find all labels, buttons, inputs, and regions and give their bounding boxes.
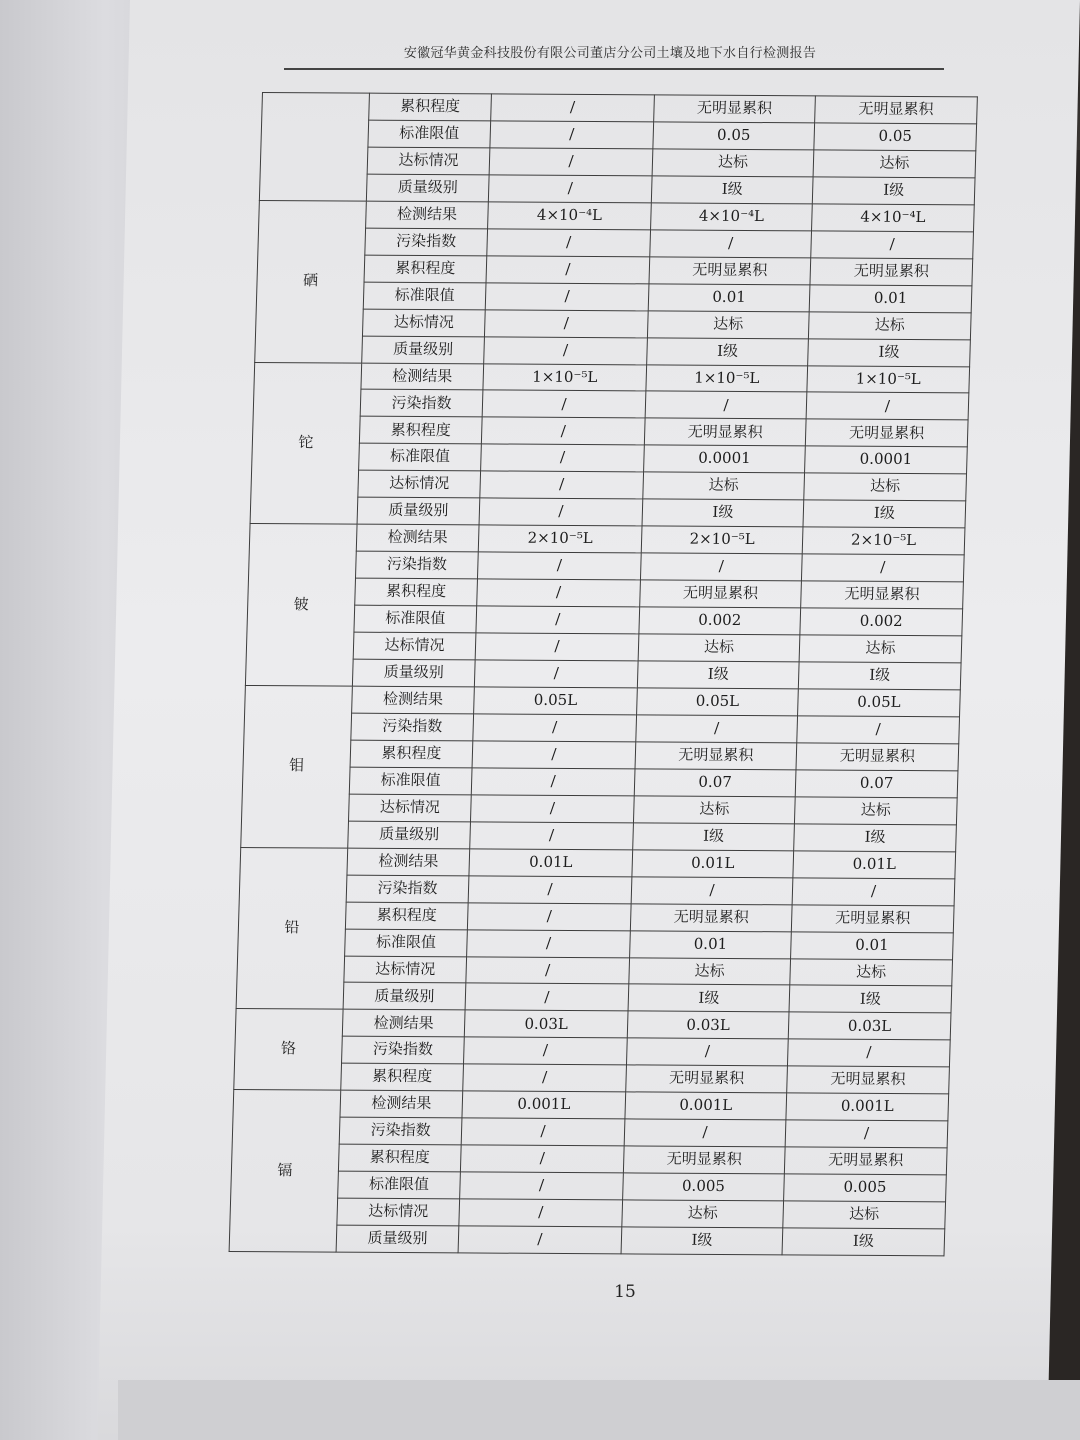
report-header-title: 安徽冠华黄金科技股份有限公司董店分公司土壤及地下水自行检测报告 [403,46,817,61]
value-cell: / [461,1118,625,1146]
value-cell: / [806,392,969,420]
value-cell: 达标 [790,958,953,986]
value-cell: 无明显累积 [796,743,959,771]
item-cell: 污染指数 [339,1117,462,1145]
value-cell: 0.001L [625,1092,787,1120]
value-cell: 达标 [813,150,976,178]
value-cell: 4×10⁻⁴L [488,202,652,230]
value-cell: 无明显累积 [644,418,806,446]
value-cell: 达标 [643,472,805,500]
value-cell: 0.05L [474,687,638,715]
item-cell: 累积程度 [369,93,492,121]
value-cell: 达标 [808,312,971,340]
item-cell: 质量级别 [336,1225,459,1253]
table-row [259,200,975,231]
item-cell: 达标情况 [344,956,467,984]
value-cell: / [464,1037,628,1065]
item-cell: 质量级别 [357,497,480,525]
value-cell: / [470,822,634,850]
value-cell: / [470,795,634,823]
value-cell: 1×10⁻⁵L [807,365,970,393]
value-cell: / [481,444,645,472]
element-cell: 铊 [250,362,362,524]
table-row [235,1009,951,1040]
value-cell: Ⅰ级 [789,985,952,1013]
value-cell: Ⅰ级 [621,1227,783,1255]
value-cell: / [484,336,648,364]
value-cell: 无明显累积 [791,904,954,932]
value-cell: Ⅰ级 [803,500,966,528]
value-cell: 0.001L [786,1093,949,1121]
value-cell: / [491,94,655,122]
value-cell: 2×10⁻⁵L [641,526,803,554]
value-cell: / [631,877,793,905]
value-cell: 0.0001 [644,445,806,473]
value-cell: Ⅰ级 [812,177,975,205]
value-cell: 1×10⁻⁵L [483,363,647,391]
item-cell: 达标情况 [337,1198,460,1226]
item-cell: 标准限值 [368,120,491,148]
value-cell: / [465,983,629,1011]
value-cell: Ⅰ级 [647,337,809,365]
item-cell: 标准限值 [363,282,486,310]
value-cell: 2×10⁻⁵L [802,527,965,555]
value-cell: 达标 [629,957,791,985]
value-cell: / [488,175,652,203]
value-cell: / [458,1226,622,1254]
value-cell: / [489,148,653,176]
item-cell: 污染指数 [365,228,488,256]
value-cell: 无明显累积 [635,742,797,770]
item-cell: 达标情况 [358,470,481,498]
item-cell: 标准限值 [338,1171,461,1199]
item-cell: 质量级别 [348,821,471,849]
value-cell: Ⅰ级 [782,1228,945,1256]
value-cell: / [467,902,631,930]
value-cell: 0.01L [793,851,956,879]
value-cell: 无明显累积 [654,95,816,123]
value-cell: 无明显累积 [626,1065,788,1093]
value-cell: 达标 [804,473,967,501]
value-cell: 0.07 [795,770,958,798]
value-cell: 0.03L [788,1012,951,1040]
value-cell: / [486,256,650,284]
item-cell: 污染指数 [355,551,478,579]
item-cell: 达标情况 [367,147,490,175]
value-cell: 达标 [633,796,795,824]
item-cell: 标准限值 [349,767,472,795]
value-cell: Ⅰ级 [642,499,804,527]
value-cell: 2×10⁻⁵L [478,525,642,553]
value-cell: 无明显累积 [630,903,792,931]
value-cell: 0.01 [791,931,954,959]
value-cell: 0.05L [798,689,961,717]
value-cell: 0.005 [623,1173,785,1201]
item-cell: 质量级别 [343,983,466,1011]
item-cell: 累积程度 [364,255,487,283]
value-cell: 无明显累积 [801,581,964,609]
item-cell: 达标情况 [353,632,476,660]
page-number: 15 [614,1282,636,1302]
value-cell: / [460,1145,624,1173]
value-cell: 0.01L [632,850,794,878]
value-cell: 4×10⁻⁴L [812,204,975,232]
value-cell: 无明显累积 [784,1147,947,1175]
value-cell: / [640,553,802,581]
value-cell: 无明显累积 [805,419,968,447]
element-cell: 镉 [229,1090,341,1252]
value-cell: 0.0001 [805,446,968,474]
value-cell: / [477,552,641,580]
item-cell: 污染指数 [342,1036,465,1064]
value-cell: 0.05 [653,122,815,150]
value-cell: / [460,1172,624,1200]
value-cell: / [650,230,812,258]
results-table [229,92,978,1256]
item-cell: 检测结果 [340,1090,463,1118]
value-cell: Ⅰ级 [808,338,971,366]
value-cell: / [474,660,638,688]
value-cell: 达标 [783,1201,946,1229]
value-cell: 无明显累积 [815,96,978,124]
item-cell: 质量级别 [352,659,475,687]
value-cell: / [797,716,960,744]
value-cell: 达标 [652,149,814,177]
item-cell: 累积程度 [355,578,478,606]
value-cell: 0.05L [637,688,799,716]
value-cell: Ⅰ级 [651,176,813,204]
element-cell: 钼 [241,685,353,847]
value-cell: / [787,1039,950,1067]
value-cell: 0.005 [784,1174,947,1202]
item-cell: 检测结果 [352,686,475,714]
value-cell: 0.03L [627,1011,789,1039]
value-cell: 1×10⁻⁵L [646,364,808,392]
item-cell: 检测结果 [361,363,484,391]
value-cell: / [475,633,639,661]
value-cell: 无明显累积 [649,257,811,285]
element-cell: 铬 [234,1009,343,1091]
item-cell: 标准限值 [354,605,477,633]
value-cell: / [485,283,649,311]
value-cell: / [466,956,630,984]
item-cell: 检测结果 [342,1010,465,1038]
element-cell: 铅 [236,847,348,1009]
value-cell: 0.01L [469,849,633,877]
value-cell: 0.002 [639,607,801,635]
value-cell: / [792,878,955,906]
value-cell: 0.002 [800,608,963,636]
value-cell: / [482,390,646,418]
table-row [260,146,976,177]
value-cell: / [473,714,637,742]
value-cell: / [801,554,964,582]
item-cell: 累积程度 [338,1144,461,1172]
value-cell: 达标 [647,311,809,339]
item-cell: 污染指数 [351,713,474,741]
value-cell: 达标 [622,1200,784,1228]
item-cell: 达标情况 [349,794,472,822]
item-cell: 达标情况 [362,309,485,337]
table-row [237,955,953,986]
item-cell: 质量级别 [366,174,489,202]
item-cell: 污染指数 [360,390,483,418]
table-row [229,1225,945,1256]
element-cell: 硒 [255,200,367,362]
value-cell: / [624,1119,786,1147]
value-cell: Ⅰ级 [798,662,961,690]
element-cell: 铍 [245,524,357,686]
value-cell: / [477,579,641,607]
value-cell: 达标 [638,634,800,662]
value-cell: / [472,741,636,769]
table-row [261,119,977,150]
value-cell: 无明显累积 [623,1146,785,1174]
item-cell: 检测结果 [347,848,470,876]
value-cell: 0.03L [464,1010,628,1038]
value-cell: / [490,121,654,149]
header-rule [284,68,944,70]
value-cell: 无明显累积 [787,1066,950,1094]
value-cell: / [463,1064,627,1092]
element-cell [259,93,369,201]
value-cell: / [471,768,635,796]
item-cell: 标准限值 [345,929,468,957]
value-cell: 达标 [794,797,957,825]
value-cell: / [785,1120,948,1148]
value-cell: / [487,229,651,257]
value-cell: 4×10⁻⁴L [651,203,813,231]
value-cell: / [467,929,631,957]
value-cell: 无明显累积 [640,580,802,608]
value-cell: Ⅰ级 [637,661,799,689]
value-cell: Ⅰ级 [628,984,790,1012]
value-cell: / [480,471,644,499]
item-cell: 累积程度 [341,1063,464,1091]
item-cell: 检测结果 [366,201,489,229]
value-cell: / [484,310,648,338]
value-cell: / [636,715,798,743]
value-cell: / [626,1038,788,1066]
value-cell: / [645,391,807,419]
value-cell: / [468,876,632,904]
table-row [259,173,975,204]
item-cell: 累积程度 [345,902,468,930]
results-table-body [229,93,977,1256]
item-cell: 累积程度 [350,740,473,768]
table-row [235,1036,951,1067]
value-cell: / [476,606,640,634]
item-cell: 累积程度 [359,417,482,445]
item-cell: 污染指数 [346,875,469,903]
item-cell: 检测结果 [356,524,479,552]
item-cell: 标准限值 [359,444,482,472]
value-cell: 达标 [799,635,962,663]
value-cell: 0.001L [462,1091,626,1119]
value-cell: 0.05 [814,123,977,151]
value-cell: Ⅰ级 [633,823,795,851]
table-row [236,982,952,1013]
value-cell: 0.01 [648,284,810,312]
value-cell: / [481,417,645,445]
value-cell: 0.07 [634,769,796,797]
value-cell: Ⅰ级 [794,824,957,852]
value-cell: / [811,231,974,259]
item-cell: 质量级别 [362,336,485,364]
value-cell: 0.01 [630,930,792,958]
value-cell: / [479,498,643,526]
value-cell: / [459,1199,623,1227]
value-cell: 无明显累积 [810,258,973,286]
value-cell: 0.01 [809,285,972,313]
